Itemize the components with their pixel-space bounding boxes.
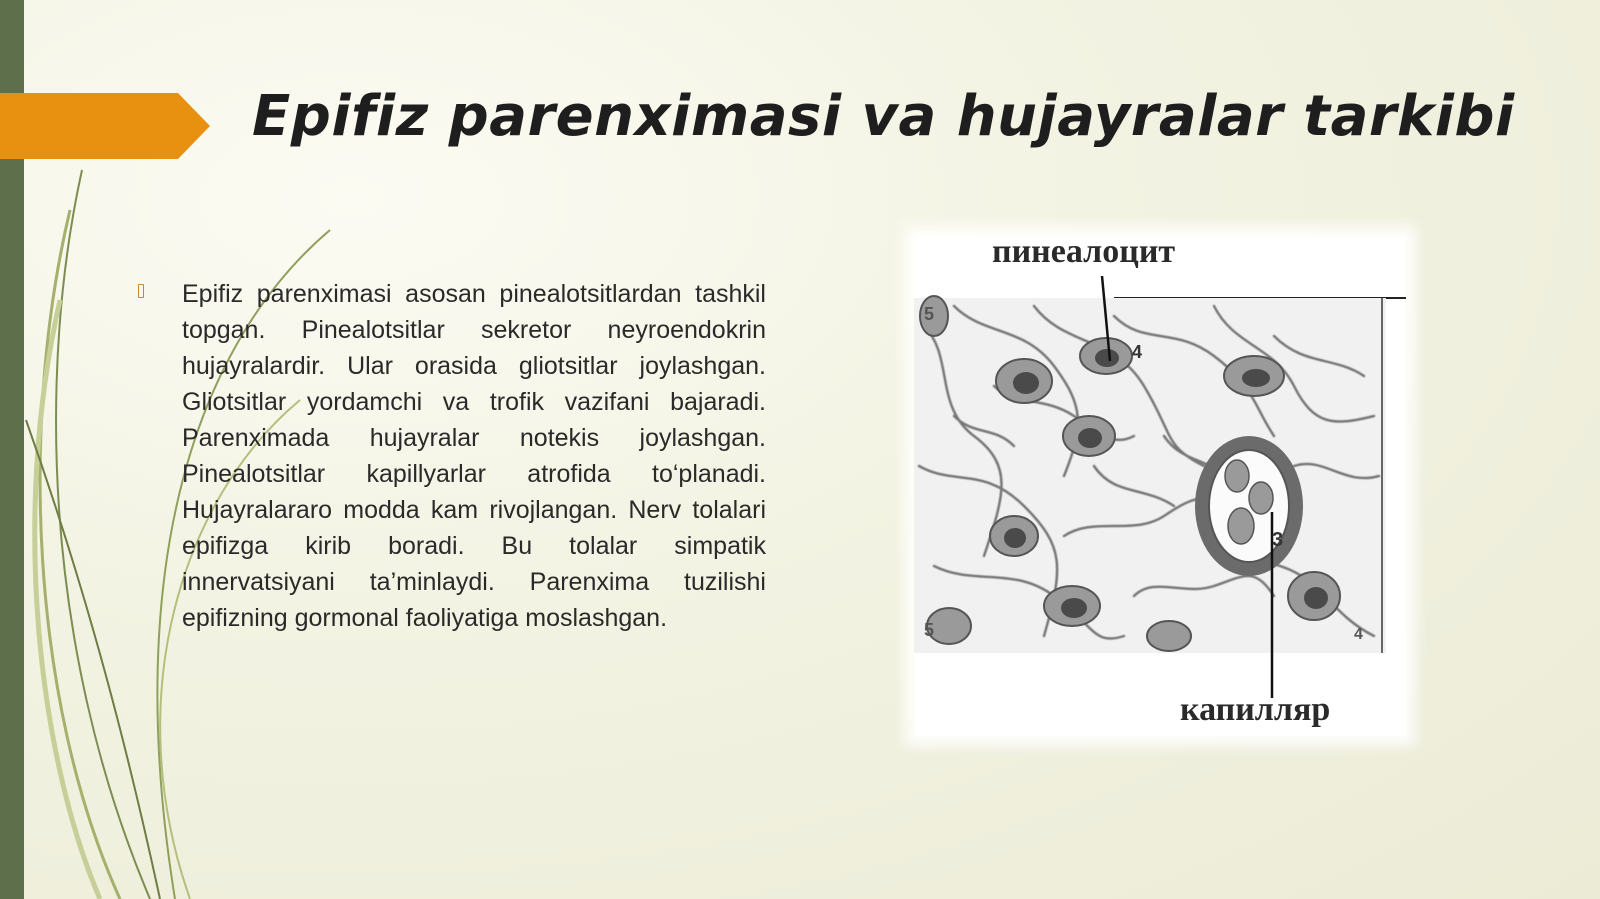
bullet-item — [134, 276, 766, 636]
square-bullet-icon — [138, 284, 144, 298]
figure-number-4-bottom: 4 — [1354, 626, 1363, 643]
pinealocyte-label: пинеалоцит — [992, 233, 1176, 270]
bullet-list — [134, 276, 766, 636]
figure-number-5-bottom: 5 — [924, 620, 935, 640]
histology-drawing — [914, 236, 1406, 736]
capillary-label: капилляр — [1180, 691, 1331, 728]
slide-title: Epifiz parenximasi va hujayralar tarkibi — [252, 84, 1515, 149]
figure-number-3: 3 — [1272, 529, 1284, 551]
figure-number-5-top: 5 — [924, 304, 935, 324]
title-arrow-shape — [0, 93, 210, 159]
bullet-paragraph: Epifiz parenximasi asosan pinealotsitlardan tashkil topgan. Pinealotsitlar sekretor neyroendokrin hujayralardir. Ular orasida gliotsitlar joylashgan. Gliotsitlar yordamchi va trofik vazifani bajaradi. Parenximada hujayralar notekis joylashgan. Pinealotsitlar kapillyarlar atrofida to‘planadi. Hujayralararo modda kam rivojlangan. Nerv tolalari epifizga kirib boradi. Bu tolalar simpatik innervatsiyani ta’minlaydi. Parenxima tuzilishi epifizning gormonal faoliyatiga moslashgan. — [182, 280, 766, 632]
histology-figure — [914, 233, 1406, 736]
figure-number-4-top: 4 — [1132, 342, 1143, 362]
